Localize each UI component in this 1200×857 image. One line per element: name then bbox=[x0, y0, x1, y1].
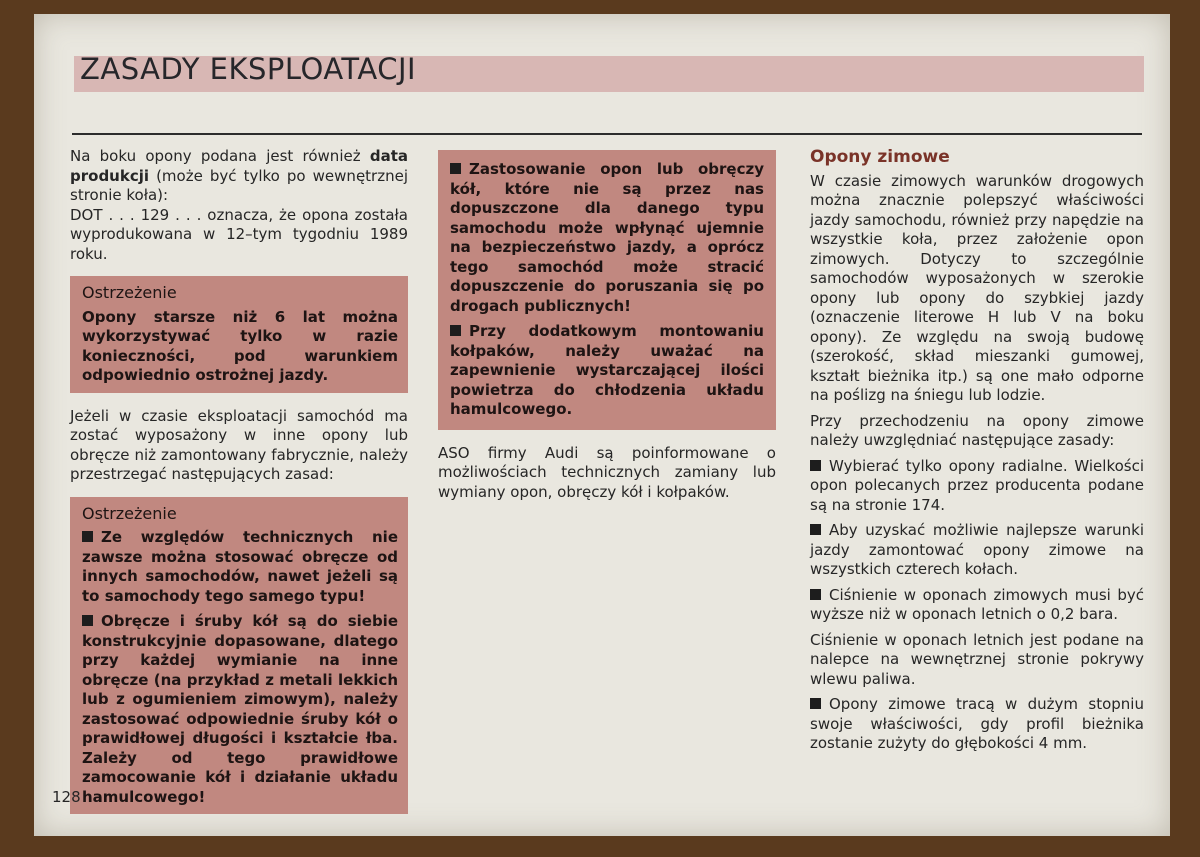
column-left bbox=[70, 147, 408, 814]
warning-item bbox=[82, 612, 398, 807]
bullet-square-icon bbox=[810, 698, 821, 709]
section-title: Opony zimowe bbox=[810, 147, 950, 167]
intro-bold: data produkcji bbox=[70, 147, 408, 185]
rule-item bbox=[810, 457, 1144, 516]
rule-item-text: Wybierać tylko opony radialne. Wielkości opon polecanych przez producenta podane są na stronie 174. bbox=[810, 456, 1144, 514]
intro-paragraph bbox=[70, 147, 408, 206]
bullet-square-icon bbox=[810, 589, 821, 600]
warning-item-text: Obręcze i śruby kół są do siebie konstrukcyjnie dopasowane, dlatego przy każdej wymianie na inne obręcze (na przykład z metali lekkich lub z ogumieniem zimowym), należy zastosować odpowiednie śruby kół o prawidłowej długości i kształcie łba. Zależy od tego prawidłowe zamocowanie kół i działanie układu hamulcowego! bbox=[82, 612, 398, 806]
column-right bbox=[810, 148, 1144, 754]
winter-rules-intro: Przy przechodzeniu na opony zimowe należy uwzględniać następujące zasady: bbox=[810, 411, 1144, 449]
rims-paragraph: Jeżeli w czasie eksploatacji samochód ma zostać wyposażony w inne opony lub obręcze niż zamontowany fabrycznie, należy przestrzegać następujących zasad: bbox=[70, 406, 408, 483]
warning-title: Ostrzeżenie bbox=[82, 283, 177, 302]
rule-item-text: Aby uzyskać możliwie najlepsze warunki jazdy zamontować opony zimowe na wszystkich czterech kołach. bbox=[810, 521, 1144, 578]
warning-box-approval bbox=[438, 150, 776, 430]
warning-item-text: Ze względów technicznych nie zawsze można stosować obręcze od innych samochodów, nawet jeżeli są to samochody tego samego typu! bbox=[82, 528, 398, 605]
rule-item bbox=[810, 521, 1144, 580]
bullet-square-icon bbox=[82, 615, 93, 626]
bullet-square-icon bbox=[82, 531, 93, 542]
column-middle bbox=[438, 150, 776, 502]
rule-item-text: Opony zimowe tracą w dużym stopniu swoje właściwości, gdy profil bieżnika zostanie zużyty do głębokości 4 mm. bbox=[810, 695, 1144, 752]
warning-item-text: Przy dodatkowym montowaniu kołpaków, należy uważać na zapewnienie wystarczającej ilości powietrza do chłodzenia układu hamulcowego. bbox=[450, 322, 764, 418]
warning-box-age bbox=[70, 276, 408, 393]
bullet-square-icon bbox=[810, 524, 821, 535]
rule-item bbox=[810, 586, 1144, 625]
rule-item-text: Ciśnienie w oponach zimowych musi być wyższe niż w oponach letnich o 0,2 bara. bbox=[810, 585, 1144, 623]
pressure-note: Ciśnienie w oponach letnich jest podane na nalepce na wewnętrznej stronie pokrywy wlewu paliwa. bbox=[810, 630, 1144, 688]
header-rule bbox=[72, 133, 1142, 135]
bullet-square-icon bbox=[450, 163, 461, 174]
warning-item bbox=[450, 322, 764, 420]
page-number: 128 bbox=[52, 788, 81, 806]
bullet-square-icon bbox=[810, 460, 821, 471]
bullet-square-icon bbox=[450, 325, 461, 336]
warning-item bbox=[82, 528, 398, 606]
warning-title: Ostrzeżenie bbox=[82, 503, 177, 523]
intro-text-a: Na boku opony podana jest również bbox=[70, 147, 370, 165]
warning-item bbox=[450, 160, 764, 316]
page-title: ZASADY EKSPLOATACJI bbox=[80, 52, 417, 86]
warning-text: Opony starsze niż 6 lat można wykorzystywać tylko w razie konieczności, pod warunkiem odpowiednio ostrożnej jazdy. bbox=[82, 307, 398, 384]
intro-text-b: (może być tylko po wewnętrznej stronie koła): bbox=[70, 166, 408, 204]
warning-box-rims bbox=[70, 497, 408, 815]
dot-paragraph: DOT . . . 129 . . . oznacza, że opona została wyprodukowana w 12–tym tygodniu 1989 roku. bbox=[70, 205, 408, 263]
winter-intro: W czasie zimowych warunków drogowych można znacznie polepszyć właściwości jazdy samochodu, również przy napędzie na wszystkie koła, przez założenie opon zimowych. Dotyczy to szczególnie samochodów wyposażonych w szerokie opony lub opony do szybkiej jazdy (oznaczenie literowe H lub V na boku opony). Ze względu na swoją budowę (szerokość, skład mieszanki gumowej, kształt bieżnika itp.) są one mało odporne na poślizg na śniegu lub lodzie. bbox=[810, 171, 1144, 404]
aso-paragraph: ASO firmy Audi są poinformowane o możliwościach technicznych zamiany lub wymiany opon, obręczy kół i kołpaków. bbox=[438, 443, 776, 501]
warning-item-text: Zastosowanie opon lub obręczy kół, które nie są przez nas dopuszczone dla danego typu samochodu może wpłynąć ujemnie na bezpieczeństwo jazdy, a oprócz tego samochód może stracić dopuszczenie do poruszania się po drogach publicznych! bbox=[450, 160, 764, 315]
rule-item bbox=[810, 695, 1144, 754]
